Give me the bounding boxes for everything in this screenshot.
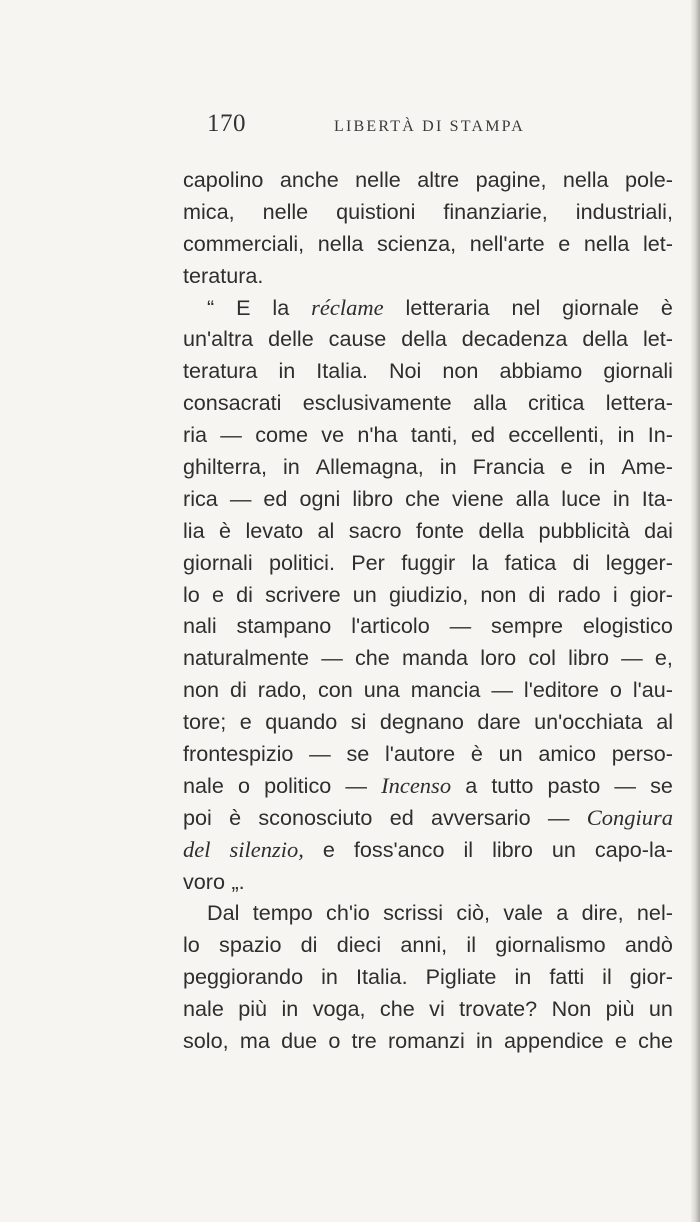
word: la: [272, 294, 290, 320]
word: tre: [351, 1028, 377, 1054]
word: rado: [557, 581, 601, 607]
word: frontespizio: [183, 741, 294, 767]
word: più: [605, 996, 635, 1022]
word: teratura.: [183, 262, 264, 288]
text-line: [183, 866, 673, 898]
text-line: [183, 292, 673, 324]
word: avversario: [430, 804, 531, 830]
word: giornalismo: [495, 932, 606, 958]
word: —: [309, 741, 331, 767]
word: fatica: [504, 549, 557, 575]
word: o: [609, 677, 622, 703]
word: gior-: [629, 964, 673, 990]
word: libro: [568, 645, 609, 671]
word: viene: [451, 485, 504, 511]
word: vale: [503, 900, 543, 926]
word: delle: [268, 326, 314, 352]
word: quistioni: [336, 198, 416, 224]
word: cause: [328, 326, 387, 352]
word: nella: [562, 167, 609, 192]
word: se: [346, 741, 370, 767]
word: e: [614, 1028, 627, 1054]
word: voga,: [312, 996, 366, 1022]
word: del: [183, 836, 211, 862]
word: libro: [492, 836, 533, 862]
word: anni,: [400, 932, 448, 958]
text-line: [183, 323, 673, 355]
word: l'editore: [523, 677, 599, 703]
text-line: [183, 1025, 673, 1057]
word: in: [617, 422, 635, 448]
word: è: [229, 804, 242, 830]
word: Per: [351, 549, 385, 575]
word: elogistico: [582, 613, 673, 639]
word: voro: [183, 868, 226, 894]
word: in: [321, 964, 338, 990]
word: al: [317, 517, 335, 543]
text-line: [183, 547, 673, 579]
word: fatti: [549, 964, 585, 990]
word: degnano: [379, 709, 464, 735]
word: ogni: [299, 485, 341, 511]
word: giudizio,: [388, 581, 469, 607]
word: tempo: [252, 900, 313, 926]
word: foss'anco: [353, 836, 445, 862]
word: della: [401, 326, 447, 352]
word: scienza,: [376, 230, 457, 256]
word: che: [354, 645, 390, 671]
word: in: [612, 485, 630, 511]
text-line: [183, 355, 673, 387]
word: capo-la-: [594, 836, 673, 862]
word: politici.: [268, 549, 335, 575]
word: è: [470, 741, 483, 767]
word: tutto: [491, 772, 534, 798]
word: nella: [583, 230, 630, 256]
word: letteraria: [405, 294, 490, 320]
word: nella: [317, 230, 364, 256]
word: ed: [389, 804, 414, 830]
word: spazio: [219, 932, 282, 958]
text-line: [183, 642, 673, 674]
word: E: [236, 294, 251, 320]
word: lettera-: [605, 390, 673, 416]
word: nale: [183, 996, 224, 1022]
word: dare: [477, 709, 521, 735]
word: silenzio,: [229, 836, 304, 862]
word: „.: [231, 868, 245, 894]
word: come: [255, 422, 308, 448]
word: tore;: [183, 709, 227, 735]
word: capolino: [183, 167, 264, 192]
text-line: [183, 610, 673, 642]
text-line: [183, 706, 673, 738]
word: a: [465, 772, 478, 798]
text-line: [183, 164, 673, 196]
word: nelle: [262, 198, 309, 224]
word: che: [638, 1028, 673, 1054]
word: amico: [538, 741, 596, 767]
word: e: [322, 836, 335, 862]
word: n'ha: [357, 422, 398, 448]
word: levato: [245, 517, 304, 543]
word: che: [379, 996, 415, 1022]
word: Incenso: [381, 772, 452, 798]
word: Allemagna,: [315, 454, 424, 480]
word: Pigliate: [425, 964, 497, 990]
word: a: [556, 900, 569, 926]
word: romanzi: [387, 1028, 465, 1054]
word: di: [528, 581, 546, 607]
word: mancia: [410, 677, 481, 703]
word: abbiamo: [499, 358, 583, 384]
text-line: [183, 897, 673, 929]
word: vi: [429, 996, 445, 1022]
word: si: [350, 709, 367, 735]
word: pubblicità: [538, 517, 630, 543]
text-line: [183, 770, 673, 802]
word: un: [648, 996, 673, 1022]
word: nale: [183, 772, 224, 798]
word: rado,: [257, 677, 307, 703]
word: con: [317, 677, 353, 703]
word: non: [183, 677, 220, 703]
word: la: [471, 549, 489, 575]
text-line: [183, 802, 673, 834]
text-line: [183, 579, 673, 611]
text-line: [183, 483, 673, 515]
word: in: [439, 454, 457, 480]
word: sempre: [491, 613, 564, 639]
running-head: [183, 110, 673, 140]
text-line: [183, 515, 673, 547]
word: trovate?: [459, 996, 538, 1022]
word: ed: [263, 485, 288, 511]
word: ed: [470, 422, 496, 448]
text-line: [183, 196, 673, 228]
word: più: [238, 996, 268, 1022]
word: ma: [239, 1028, 270, 1054]
word: Italia.: [355, 964, 408, 990]
word: è: [660, 294, 673, 320]
word: In-: [647, 422, 673, 448]
text-line: [183, 451, 673, 483]
word: sconosciuto: [258, 804, 373, 830]
word: Congiura: [586, 804, 673, 830]
word: alla: [515, 485, 550, 511]
running-title: LIBERTÀ DI STAMPA: [334, 118, 526, 135]
word: ria: [183, 422, 207, 448]
word: è: [219, 517, 232, 543]
word: di: [236, 581, 253, 607]
word: Ame-: [621, 454, 673, 480]
word: lia: [183, 517, 205, 543]
word: pagine,: [475, 167, 547, 192]
word: peggiorando: [183, 964, 304, 990]
word: esclusivamente: [302, 390, 452, 416]
word: una: [363, 677, 400, 703]
word: gior-: [629, 581, 673, 607]
body-text: [183, 164, 673, 1057]
word: l'articolo: [351, 613, 430, 639]
word: pole-: [624, 167, 673, 192]
word: se: [650, 772, 673, 798]
word: appendice: [504, 1028, 604, 1054]
word: ch'io: [326, 900, 370, 926]
text-line: [183, 961, 673, 993]
word: di: [572, 549, 590, 575]
word: quando: [265, 709, 338, 735]
word: mica,: [183, 198, 235, 224]
word: nel: [511, 294, 541, 320]
word: commerciali,: [183, 230, 305, 256]
word: Ita-: [641, 485, 673, 511]
word: in: [514, 964, 532, 990]
word: anche: [279, 167, 339, 192]
word: in: [282, 454, 300, 480]
text-line: [183, 834, 673, 866]
word: manda: [401, 645, 469, 671]
word: un: [352, 581, 377, 607]
word: —: [449, 613, 472, 639]
word: lo: [183, 581, 200, 607]
word: un'altra: [183, 326, 254, 352]
word: o: [237, 772, 250, 798]
word: Italia.: [316, 358, 368, 384]
word: solo,: [183, 1028, 229, 1054]
word: ciò,: [456, 900, 491, 926]
text-line: [183, 228, 673, 260]
word: teratura: [183, 358, 258, 384]
page-edge-shadow: [690, 0, 700, 1222]
word: perso-: [611, 741, 673, 767]
word: in: [281, 996, 299, 1022]
word: in: [588, 454, 606, 480]
word: giornali: [603, 358, 673, 384]
word: —: [547, 804, 570, 830]
word: nelle: [355, 167, 401, 192]
word: un: [551, 836, 576, 862]
word: Non: [551, 996, 592, 1022]
word: il: [466, 932, 476, 958]
word: scrivere: [265, 581, 341, 607]
page-number: 170: [207, 110, 246, 137]
text-line: [183, 387, 673, 419]
word: let-: [643, 230, 673, 256]
word: ve: [321, 422, 345, 448]
word: l'au-: [632, 677, 673, 703]
book-page: [183, 110, 673, 1057]
word: let-: [642, 326, 673, 352]
text-line: [183, 738, 673, 770]
word: Francia: [472, 454, 545, 480]
word: andò: [624, 932, 673, 958]
word: politico: [264, 772, 332, 798]
word: pasto: [547, 772, 601, 798]
word: un: [498, 741, 523, 767]
word: della: [582, 326, 629, 352]
word: nel-: [636, 900, 673, 926]
word: dire,: [581, 900, 624, 926]
word: che: [405, 485, 440, 511]
word: di: [300, 932, 318, 958]
word: —: [321, 645, 343, 671]
word: in: [278, 358, 296, 384]
word: alla: [473, 390, 507, 416]
word: “: [207, 294, 215, 320]
word: —: [229, 485, 252, 511]
word: decadenza: [461, 326, 568, 352]
word: e: [239, 709, 252, 735]
word: un'occhiata: [534, 709, 643, 735]
word: fonte: [415, 517, 465, 543]
word: fuggir: [401, 549, 456, 575]
word: Noi: [388, 358, 422, 384]
word: poi: [183, 804, 212, 830]
word: giornale: [562, 294, 640, 320]
text-line: [183, 260, 673, 292]
word: —: [345, 772, 367, 798]
word: —: [621, 645, 643, 671]
word: il: [602, 964, 612, 990]
word: rica: [183, 485, 218, 511]
text-line: [183, 674, 673, 706]
word: lo: [183, 932, 200, 958]
word: o: [328, 1028, 341, 1054]
word: nali: [183, 613, 217, 639]
word: Dal: [207, 900, 240, 926]
word: altre: [417, 167, 460, 192]
word: e: [211, 581, 224, 607]
word: e,: [654, 645, 673, 671]
word: naturalmente: [183, 645, 310, 671]
word: due: [281, 1028, 318, 1054]
word: non: [442, 358, 479, 384]
word: industriali,: [575, 198, 673, 224]
word: —: [614, 772, 636, 798]
word: non: [480, 581, 517, 607]
word: critica: [528, 390, 585, 416]
word: l'autore: [385, 741, 456, 767]
word: consacrati: [183, 390, 282, 416]
word: —: [491, 677, 513, 703]
word: sacro: [348, 517, 402, 543]
word: in: [476, 1028, 493, 1054]
word: giornali: [183, 549, 253, 575]
word: il: [463, 836, 474, 862]
word: luce: [561, 485, 601, 511]
word: libro: [352, 485, 394, 511]
word: i: [612, 581, 618, 607]
word: e: [560, 454, 573, 480]
word: ghilterra,: [183, 454, 268, 480]
word: finanziarie,: [443, 198, 548, 224]
word: tanti,: [410, 422, 458, 448]
text-line: [183, 419, 673, 451]
word: nell'arte: [469, 230, 545, 256]
word: réclame: [311, 294, 384, 320]
text-line: [183, 993, 673, 1025]
word: dai: [644, 517, 673, 543]
word: scrissi: [383, 900, 444, 926]
word: col: [528, 645, 556, 671]
text-line: [183, 929, 673, 961]
word: di: [230, 677, 247, 703]
word: e: [558, 230, 571, 256]
word: al: [656, 709, 673, 735]
word: loro: [480, 645, 517, 671]
word: stampano: [236, 613, 332, 639]
word: eccellenti,: [508, 422, 605, 448]
word: —: [220, 422, 242, 448]
word: della: [478, 517, 525, 543]
word: legger-: [605, 549, 673, 575]
word: dieci: [336, 932, 382, 958]
